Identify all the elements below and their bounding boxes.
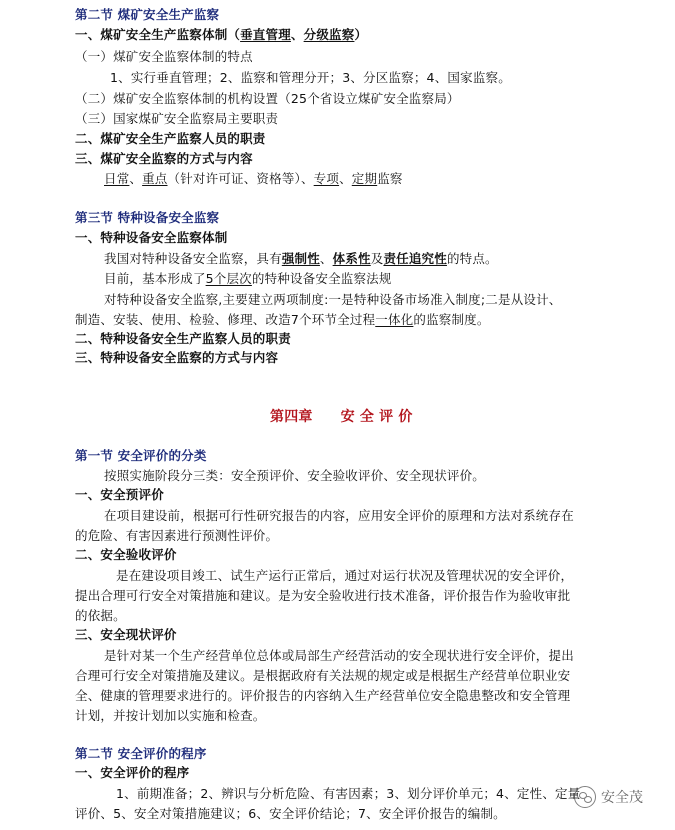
section-title-evaluation-procedure: 第二节 安全评价的程序 bbox=[75, 746, 207, 761]
heading-status-evaluation: 三、安全现状评价 bbox=[75, 627, 177, 642]
paragraph-status-line3: 全、健康的管理要求进行的。评价报告的内容纳入生产经营单位安全隐患整改和安全管理 bbox=[75, 688, 571, 703]
heading-coal-supervision-system: 一、煤矿安全生产监察体制（垂直管理、分级监察） bbox=[75, 27, 368, 42]
section-title-special-equipment: 第三节 特种设备安全监察 bbox=[75, 210, 220, 225]
paragraph-two-systems-line2: 制造、安装、使用、检验、修理、改造7个环节全过程一体化的监察制度。 bbox=[75, 312, 490, 327]
paragraph-pre-evaluation-line1: 在项目建设前，根据可行性研究报告的内容，应用安全评价的原理和方法对系统存在 bbox=[104, 508, 574, 523]
heading-coal-inspector-duties: 二、煤矿安全生产监察人员的职责 bbox=[75, 131, 266, 146]
section-title-evaluation-types: 第一节 安全评价的分类 bbox=[75, 448, 207, 463]
paragraph-status-line1: 是针对某一个生产经营单位总体或局部生产经营活动的安全现状进行安全评价，提出 bbox=[104, 648, 574, 663]
paragraph-pre-evaluation-line2: 的危险、有害因素进行预测性评价。 bbox=[75, 528, 279, 543]
list-procedure-steps-line2: 评价、5、安全对策措施建议；6、安全评价结论；7、安全评价报告的编制。 bbox=[75, 806, 506, 821]
paragraph-two-systems-line1: 对特种设备安全监察,主要建立两项制度:一是特种设备市场准入制度;二是从设计、 bbox=[104, 292, 562, 307]
paragraph-acceptance-line2: 提出合理可行安全对策措施和建议。是为安全验收进行技术准备，评价报告作为验收审批 bbox=[75, 588, 571, 603]
subheading-system-features: （一）煤矿安全监察体制的特点 bbox=[75, 49, 253, 64]
paragraph-regulation-levels: 目前，基本形成了5个层次的特种设备安全监察法规 bbox=[104, 271, 392, 286]
heading-equipment-inspector-duties: 二、特种设备安全生产监察人员的职责 bbox=[75, 331, 291, 346]
section-title-coal-mine-supervision: 第二节 煤矿安全生产监察 bbox=[75, 7, 220, 22]
watermark bbox=[574, 786, 643, 808]
heading-evaluation-procedure: 一、安全评价的程序 bbox=[75, 765, 190, 780]
heading-equipment-supervision-system: 一、特种设备安全监察体制 bbox=[75, 230, 228, 245]
heading-acceptance-evaluation: 二、安全验收评价 bbox=[75, 547, 177, 562]
paragraph-supervision-traits: 我国对特种设备安全监察，具有强制性、体系性及责任追究性的特点。 bbox=[104, 251, 498, 266]
text-supervision-methods: 日常、重点（针对许可证、资格等）、专项、定期监察 bbox=[104, 171, 403, 186]
subheading-agency-setup: （二）煤矿安全监察体制的机构设置（25个省设立煤矿安全监察局） bbox=[75, 91, 460, 106]
list-system-features: 1、实行垂直管理；2、监察和管理分开；3、分区监察；4、国家监察。 bbox=[110, 70, 511, 85]
heading-pre-evaluation: 一、安全预评价 bbox=[75, 487, 164, 502]
paragraph-acceptance-line3: 的依据。 bbox=[75, 608, 126, 623]
chapter-title: 第四章 安 全 评 价 bbox=[270, 409, 413, 425]
heading-equipment-supervision-methods: 三、特种设备安全监察的方式与内容 bbox=[75, 350, 279, 365]
paragraph-acceptance-line1: 是在建设项目竣工、试生产运行正常后，通过对运行状况及管理状况的安全评价， bbox=[116, 568, 574, 583]
paragraph-status-line2: 合理可行安全对策措施及建议。是根据政府有关法规的规定或是根据生产经营单位职业安 bbox=[75, 668, 571, 683]
paragraph-status-line4: 计划，并按计划加以实施和检查。 bbox=[75, 708, 266, 723]
paragraph-evaluation-intro: 按照实施阶段分三类：安全预评价、安全验收评价、安全现状评价。 bbox=[104, 468, 486, 483]
watermark-text: 安全茂 bbox=[601, 790, 643, 806]
list-procedure-steps-line1: 1、前期准备；2、辨识与分析危险、有害因素；3、划分评价单元；4、定性、定量 bbox=[116, 786, 581, 801]
subheading-bureau-duties: （三）国家煤矿安全监察局主要职责 bbox=[75, 111, 279, 126]
wechat-icon bbox=[574, 786, 596, 808]
heading-coal-supervision-methods: 三、煤矿安全监察的方式与内容 bbox=[75, 151, 253, 166]
